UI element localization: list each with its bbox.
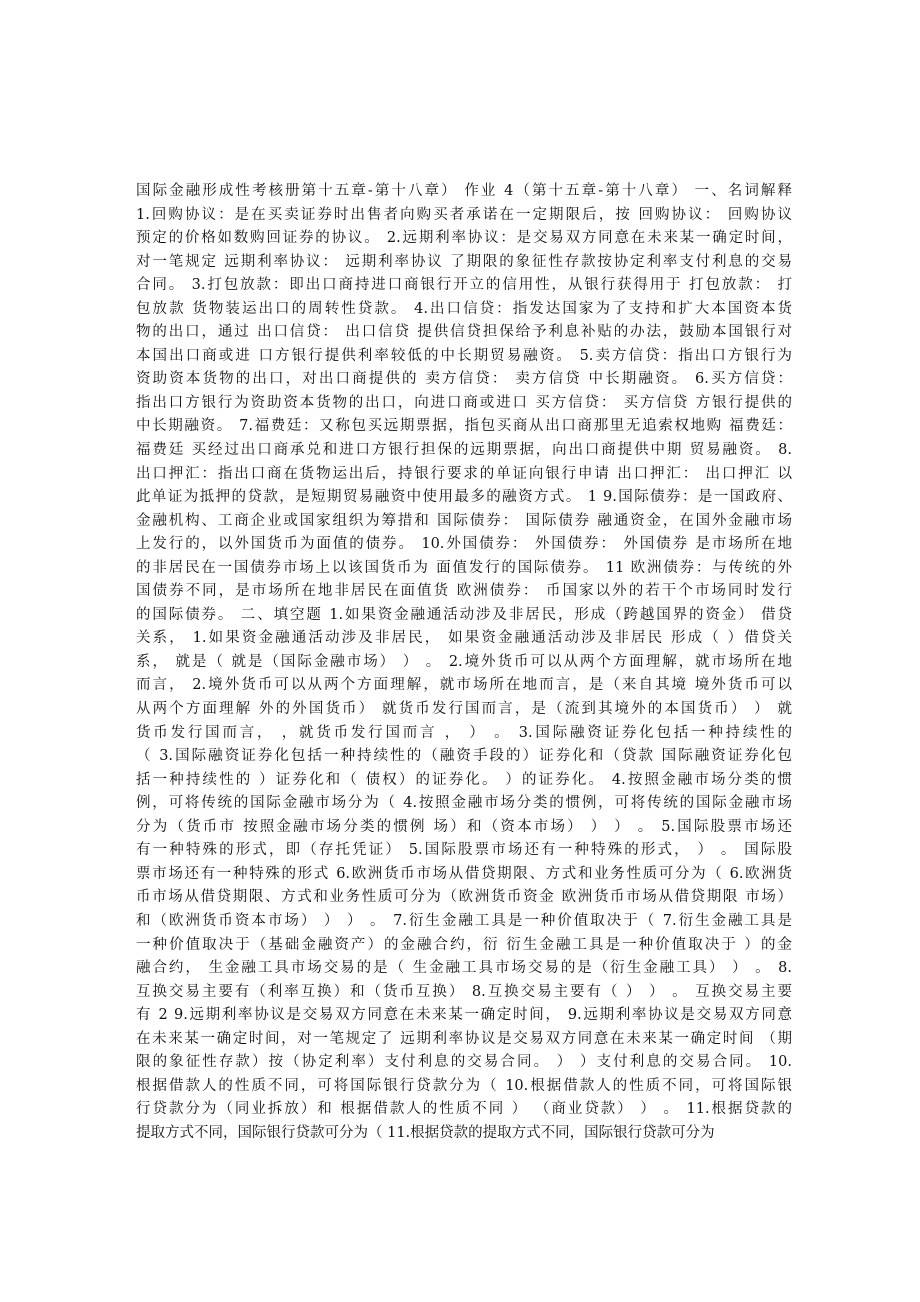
text-line: 货币发行国而言， ，就货币发行国而言 ， ） 。 3.国际融资证券化包括一种持续性的 (136, 724, 792, 741)
text-line: 对一笔规定 远期利率协议： 远期利率协议 了期限的象征性存款按协定利率支付利息的交易 (136, 253, 792, 270)
text-line: 本国出口商或进 口方银行提供利率较低的中长期贸易融资。 5.卖方信贷：指出口方银行为 (136, 347, 792, 364)
text-line: 例，可将传统的国际金融市场分为（ 4.按照金融市场分类的惯例，可将传统的国际金融市场 (136, 795, 792, 812)
text-line: 上发行的，以外国货币为面值的债券。 10.外国债券： 外国债券： 外国债券 是市场所在地 (136, 536, 792, 553)
text-line: 此单证为抵押的贷款，是短期贸易融资中使用最多的融资方式。 1 9.国际债券：是一国政府、 (136, 489, 792, 506)
text-line: 有 2 9.远期利率协议是交易双方同意在未来某一确定时间， 9.远期利率协议是交易双方同意 (136, 1007, 792, 1024)
text-line: 提取方式不同，国际银行贷款可分为（ 11.根据贷款的提取方式不同，国际银行贷款可分为 (136, 1124, 715, 1141)
text-line: 括一种持续性的 ）证券化和（ 债权）的证券化。 ）的证券化。 4.按照金融市场分类的惯 (136, 771, 792, 788)
text-line: 而言， 2.境外货币可以从两个方面理解，就市场所在地而言，是（来自其境 境外货币可以 (136, 677, 792, 694)
text-line: 票市场还有一种特殊的形式 6.欧洲货币市场从借贷期限、方式和业务性质可分为（ 6.欧洲货 (136, 865, 792, 882)
text-line: 资助资本货物的出口，对出口商提供的 卖方信贷： 卖方信贷 中长期融资。 6.买方信贷： (136, 371, 792, 388)
text-line: 关系， 1.如果资金融通活动涉及非居民， 如果资金融通活动涉及非居民 形成（ ）借贷关 (136, 630, 792, 647)
text-line: 从两个方面理解 外的外国货币） 就货币发行国而言，是（流到其境外的本国货币） ） 就 (136, 701, 792, 718)
text-line: 出口押汇：指出口商在货物运出后，持银行要求的单证向银行申请 出口押汇： 出口押汇 以 (136, 465, 792, 482)
text-line: 融合约， 生金融工具市场交易的是（ 生金融工具市场交易的是（衍生金融工具） ） 。 8. (136, 960, 792, 977)
text-line: 分为（货币市 按照金融市场分类的惯例 场）和（资本市场） ） ） 。 5.国际股票市场还 (136, 818, 792, 835)
text-line: 限的象征性存款）按（协定利率）支付利息的交易合同。 ） ）支付利息的交易合同。 10. (136, 1054, 792, 1071)
text-line: 合同。 3.打包放款：即出口商持进口商银行开立的信用性，从银行获得用于 打包放款： 打 (136, 277, 792, 294)
text-line: 的国际债券。 二、填空题 1.如果资金融通活动涉及非居民，形成（跨越国界的资金） 借贷 (136, 606, 792, 623)
text-line: 金融机构、工商企业或国家组织为筹措和 国际债券： 国际债券 融通资金，在国外金融市场 (136, 512, 792, 529)
body-text (136, 180, 792, 1145)
text-line: 行贷款分为（同业拆放）和 根据借款人的性质不同 ） （商业贷款） ） 。 11.根据贷款的 (136, 1101, 792, 1118)
text-line: 预定的价格如数购回证券的协议。 2.远期利率协议：是交易双方同意在未来某一确定时间， (136, 230, 792, 247)
text-line: （ 3.国际融资证券化包括一种持续性的（融资手段的）证券化和（贷款 国际融资证券化包 (136, 748, 792, 765)
text-line: 币市场从借贷期限、方式和业务性质可分为（欧洲货币资金 欧洲货币市场从借贷期限 市场） (136, 889, 792, 906)
text-line: 包放款 货物装运出口的周转性贷款。 4.出口信贷：指发达国家为了支持和扩大本国资本货 (136, 300, 792, 317)
text-line: 福费廷 买经过出口商承兑和进口方银行担保的远期票据，向出口商提供中期 贸易融资。 8. (136, 442, 792, 459)
text-line: 国际金融形成性考核册第十五章-第十八章） 作业 4（第十五章-第十八章） 一、名词解释 (136, 183, 792, 199)
text-line: 在未来某一确定时间，对一笔规定了 远期利率协议是交易双方同意在未来某一确定时间 （期 (136, 1030, 792, 1047)
text-line: 互换交易主要有（利率互换）和（货币互换） 8.互换交易主要有（ ） ） 。 互换交易主要 (136, 983, 792, 1000)
text-line: 的非居民在一国债券市场上以该国货币为 面值发行的国际债券。 11 欧洲债券：与传统的外 (136, 559, 792, 576)
text-line: 指出口方银行为资助资本货物的出口，向进口商或进口 买方信贷： 买方信贷 方银行提供的 (136, 394, 792, 411)
text-line: 根据借款人的性质不同，可将国际银行贷款分为（ 10.根据借款人的性质不同，可将国际银 (136, 1077, 792, 1094)
text-line: 有一种特殊的形式，即（存托凭证） 5.国际股票市场还有一种特殊的形式， ） 。 国际股 (136, 842, 792, 859)
text-line: 系， 就是（ 就是（国际金融市场） ） 。 2.境外货币可以从两个方面理解，就市场所在地 (136, 653, 792, 670)
text-line: 国债券不同，是市场所在地非居民在面值货 欧洲债券： 币国家以外的若干个市场同时发行 (136, 583, 792, 600)
text-line: 中长期融资。 7.福费廷：又称包买远期票据，指包买商从出口商那里无追索权地购 福费廷： (136, 418, 792, 435)
text-line: 1.回购协议：是在买卖证券时出售者向购买者承诺在一定期限后，按 回购协议： 回购协议 (136, 206, 792, 223)
text-line: 物的出口，通过 出口信贷： 出口信贷 提供信贷担保给予利息补贴的办法，鼓励本国银行对 (136, 324, 792, 341)
text-line: 和（欧洲货币资本市场） ） ） 。 7.衍生金融工具是一种价值取决于（ 7.衍生金融工具是 (136, 912, 792, 929)
text-line: 一种价值取决于（基础金融资产）的金融合约，衍 衍生金融工具是一种价值取决于 ）的金 (136, 936, 792, 953)
